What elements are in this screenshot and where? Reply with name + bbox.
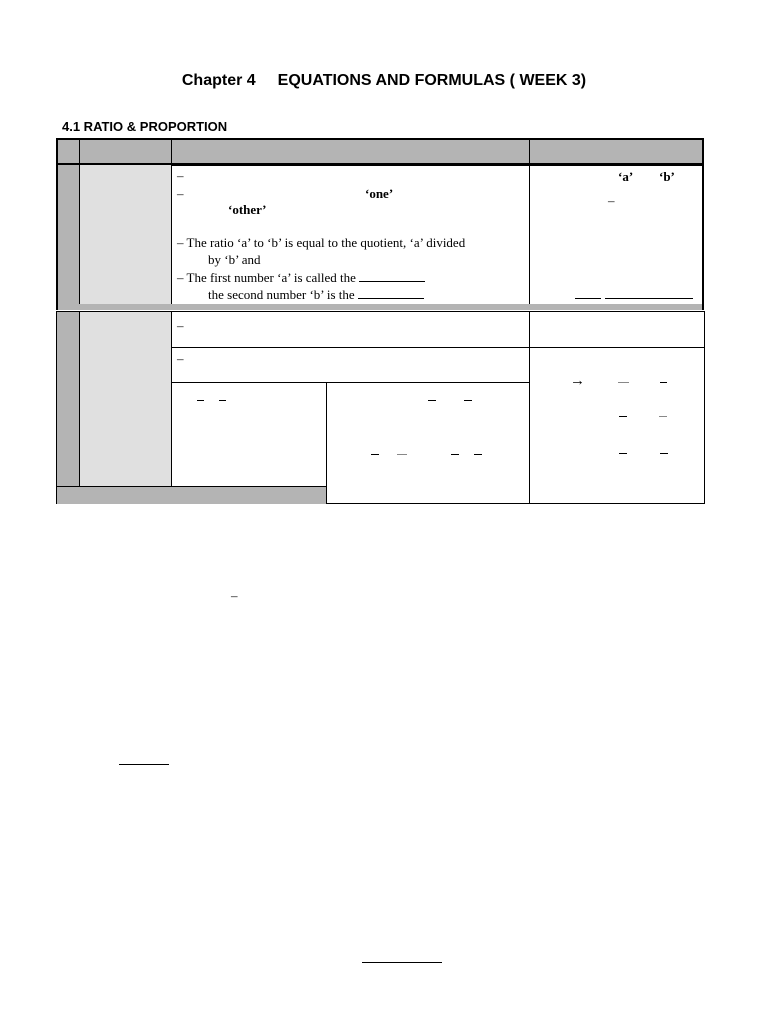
right-dash: – bbox=[608, 193, 615, 208]
right-blank-short[interactable] bbox=[575, 298, 601, 299]
word-one: ‘one’ bbox=[365, 186, 394, 201]
header-divider-1 bbox=[79, 140, 80, 164]
second-number-blank[interactable] bbox=[358, 286, 424, 299]
ratio-definition-line2: by ‘b’ and bbox=[208, 252, 261, 267]
fraction-bar bbox=[619, 453, 627, 454]
right-blank-long[interactable] bbox=[605, 298, 693, 299]
fraction-bar bbox=[451, 454, 459, 455]
second-number-text: the second number ‘b’ is the bbox=[208, 286, 424, 303]
first-number-blank[interactable] bbox=[359, 269, 425, 282]
arrow-right-icon: → bbox=[570, 373, 585, 389]
fraction-bar bbox=[371, 454, 379, 455]
stray-dash: – bbox=[231, 588, 238, 603]
fraction-bar bbox=[464, 400, 472, 401]
section-heading: 4.1 RATIO & PROPORTION bbox=[62, 119, 228, 134]
fraction-bar bbox=[618, 382, 629, 383]
row2-bullet-b: – bbox=[177, 351, 184, 366]
header-divider-3 bbox=[529, 140, 530, 164]
table-header-row bbox=[56, 138, 704, 165]
fraction-bar bbox=[397, 454, 407, 455]
row2-bottom-band bbox=[57, 486, 326, 504]
fraction-bar bbox=[428, 400, 436, 401]
row2-topic-cell bbox=[80, 312, 171, 486]
fraction-bar bbox=[660, 453, 668, 454]
first-number-text: – The first number ‘a’ is called the bbox=[177, 269, 425, 286]
row1-index-cell bbox=[58, 165, 79, 308]
row2-bullet-a: – bbox=[177, 318, 184, 333]
right-label-a: ‘a’ bbox=[618, 169, 634, 184]
fraction-bar bbox=[659, 416, 667, 417]
row1-bullet-2: – bbox=[177, 186, 184, 201]
fraction-bar bbox=[197, 400, 204, 401]
right-label-b: ‘b’ bbox=[659, 169, 675, 184]
row2-index-cell bbox=[57, 312, 79, 486]
fraction-bar bbox=[219, 400, 226, 401]
page-title bbox=[0, 72, 768, 90]
row1-bullet-1: – bbox=[177, 168, 184, 183]
fraction-bar bbox=[619, 416, 627, 417]
chapter-label: Chapter 4 bbox=[181, 72, 256, 89]
fraction-bar bbox=[474, 454, 482, 455]
footer-line bbox=[362, 962, 442, 963]
word-other: ‘other’ bbox=[228, 202, 267, 217]
row1-topic-cell bbox=[80, 165, 171, 308]
row1-bottom-band bbox=[58, 304, 702, 310]
ratio-definition-line1: – The ratio ‘a’ to ‘b’ is equal to the quotient, ‘a’ divided bbox=[177, 235, 466, 250]
underline-blank bbox=[119, 764, 169, 765]
header-divider-2 bbox=[171, 140, 172, 164]
chapter-title: EQUATIONS AND FORMULAS ( WEEK 3) bbox=[277, 72, 587, 89]
fraction-bar bbox=[660, 382, 667, 383]
